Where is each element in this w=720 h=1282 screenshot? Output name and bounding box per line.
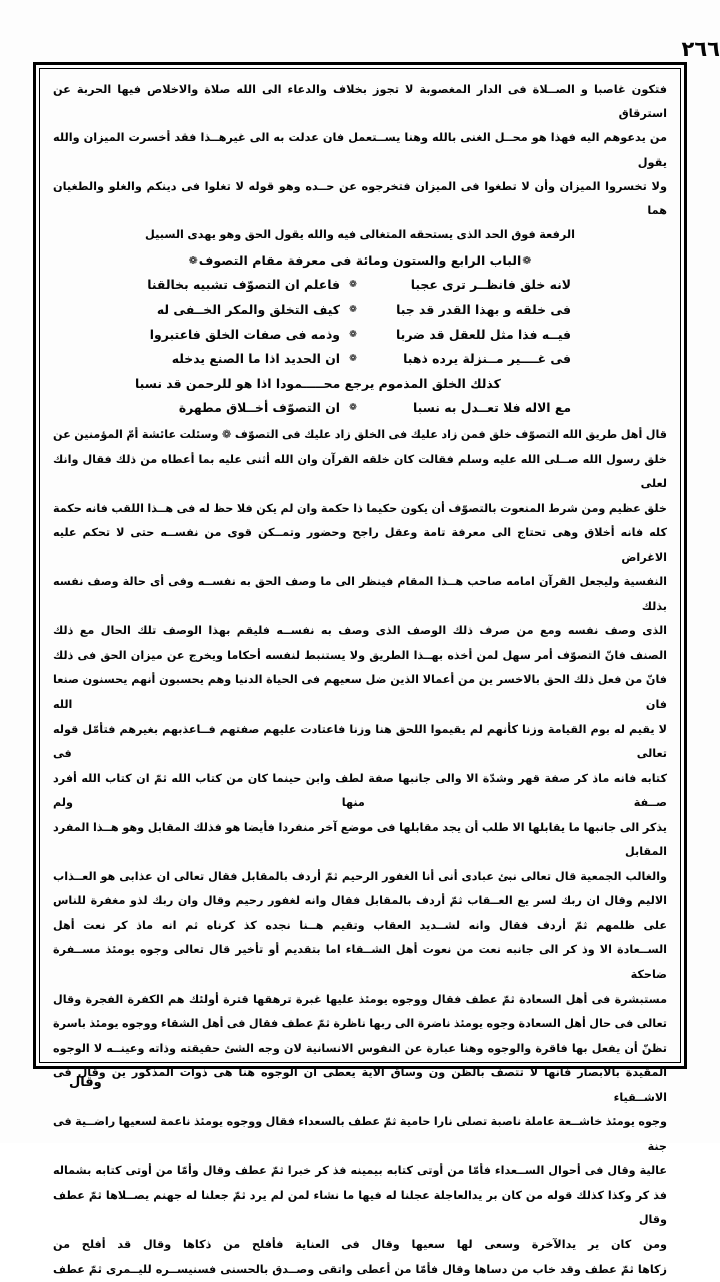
prose-line: المقيدة بالابصار فانها لا تتصف بالظن ون وساق الآية يعطى ان الوجوه هنا هى ذوات المذكور ين وقال فى الاشــقياء xyxy=(53,1066,667,1104)
prose-line: فتكون غاصبا و الصــلاة فى الدار المغصوبة لا تجوز بخلاف والدعاء الى الله صلاة والاخلاص فيها الحربة عن استرقاق xyxy=(53,83,667,121)
prose-line: لا يقيم له بوم القيامة وزنا كأنهم لم يقيموا اللحق هنا وزنا فاعتادت عليهم صفتهم فــاعذبهم بغيرهم فتأمّل قوله تعالى فى xyxy=(53,722,667,761)
verse-line xyxy=(135,396,577,421)
verse-hemistich-first: ان التصوّف أخــلاق مطهرة xyxy=(178,400,341,416)
prose-line: تظنّ أن يفعل بها فاقرة والوجوه وهنا عبارة عن النفوس الانسانية لان وجه الشئ حقيقته وذاته وعينــه لا الوجوه xyxy=(53,1041,667,1055)
prose-line: ولا تخسروا الميزان وأن لا تطغوا فى الميزان فتخرجوه عن حــده وهو قوله لا تغلوا فى دينكم والغلو والطغيان هما xyxy=(53,179,667,218)
verse-separator-icon: ❁ xyxy=(349,402,357,414)
prose-line: قال أهل طريق الله التصوّف خلق فمن زاد عليك فى الخلق زاد عليك فى التصوّف ❁ وسئلت عائشة أمّ المؤمنين عن xyxy=(53,427,667,441)
verse-line xyxy=(135,323,577,348)
verse-hemistich-second: لانه خلق فانظــر ترى عجبا xyxy=(410,277,571,293)
verse-separator-icon: ❁ xyxy=(349,304,357,316)
prose-line: خلق رسول الله صــلى الله عليه وسلم فقالت كان خلقه القرآن وان الله أثنى عليه بما أعطاه من ذلك فقال وانك لعلى xyxy=(53,452,667,491)
verse-hemistich-first: كيف التخلق والمكر الخــفى له xyxy=(156,302,341,318)
prose-line: النفسية وليجعل القرآن امامه صاحب هــذا المقام فينظر الى ما وصف الحق به نفســه وفى أى حالة وصف نفسه بذلك xyxy=(53,575,667,613)
verse-hemistich-second: فى غــــير مــنزلة يرده ذهبا xyxy=(403,351,571,367)
prose-line: كله فانه أخلاق وهى تحتاج الى معرفة تامة وعقل راجح وحضور وتمــكن قوى من نفســه حتى لا تحكم عليه الاغراض xyxy=(53,526,667,564)
prose-line: يذكر الى جانبها ما يقابلها الا طلب أن يجد مقابلها فى موضع آخر منفردا فأيضا هو فذلك المقابل وهو هــذا المفرد المقابل xyxy=(53,820,667,859)
main-prose-block xyxy=(53,423,667,1282)
prose-line: ومن كان ير يدالآخرة وسعى لها سعيها وقال فى العناية فأفلح من ذكاها وقال قد أفلح من xyxy=(53,1238,667,1252)
verse-separator-icon: ❁ xyxy=(349,328,357,340)
verse-hemistich-first: ان الحديد اذا ما الصنع يدخله xyxy=(171,351,341,367)
prose-line: الذى وصف نفسه ومع من صرف ذلك الوصف الذى وصف به نفســه فليقم بهذا الوصف تلك الحال مع ذلك xyxy=(53,624,667,638)
prose-line: عالية وقال فى أحوال الســعداء فأمّا من أوتى كتابه بيمينه فذ كر خبرا ثمّ عطف وقال وأمّا من أوتى كتابه بشماله xyxy=(53,1164,667,1178)
chapter-heading-text: الباب الرابع والستون ومائة فى معرفة مقام التصوف xyxy=(198,253,522,269)
verse-line xyxy=(135,298,577,323)
prose-line: والغالب الجمعية قال تعالى نبئ عبادى أنى أنا الغفور الرحيم ثمّ أردف بالمقابل فقال تعالى ان عذابى هو العــذاب xyxy=(53,869,667,883)
text-frame-outer-rule xyxy=(33,62,687,1276)
catchword-row xyxy=(33,1076,687,1106)
verse-hemistich-first: كذلك الخلق المذموم يرجع محـــــمودا اذا هو للرحمن قد نسبا xyxy=(135,375,501,391)
prose-line: وجوه يومئذ خاشــعة عاملة ناصبة تصلى نارا حامية ثمّ عطف بالسعداء فقال ووجوه يومئذ ناعمة لسعيها راضــية فى جنة xyxy=(53,1115,667,1153)
prose-line: الرفعة فوق الحد الذى يستحقه المتغالى فيه والله يقول الحق وهو يهدى السبيل xyxy=(145,228,575,242)
prose-line: على ظلمهم ثمّ أردف فقال وانه لشــديد العقاب وتقيم هــنا نجده كذ كرناه ثم انه ماذ كر نعت أهل xyxy=(53,918,667,932)
prose-line: زكاها ثمّ عطف وقد خاب من دساها وقال فأمّا من أعطى واتقى وصــدق بالحسنى فسنيســره لليــمرى ثمّ عطف xyxy=(53,1262,667,1276)
folio-bar xyxy=(0,26,720,60)
opening-prose-block xyxy=(53,78,667,247)
prose-line: الســعادة الا وذ كر الى جانبه نعت من نعوت أهل الشــقاء اما بتقديم أو تأخير قال تعالى وجوه يومئذ مســفرة ضاحكة xyxy=(53,943,667,982)
catchword: وقال xyxy=(69,1075,102,1090)
verse-line xyxy=(135,347,577,372)
floral-ornament-icon: ❁ xyxy=(188,254,198,268)
verse-hemistich-second: فى خلقه و بهذا القدر قد جبا xyxy=(396,302,571,318)
verse-separator-icon: ❁ xyxy=(349,279,357,291)
page-number: ٢٦٦ xyxy=(681,37,720,61)
verse-hemistich-second: مع الاله فلا تعــدل به نسبا xyxy=(412,400,571,416)
verse-block xyxy=(135,273,585,421)
prose-line: مستبشرة فى أهل السعادة ثمّ عطف فقال ووجوه يومئذ عليها غبرة ترهقها قترة أولئك هم الكفرة الفجرة وقال xyxy=(53,992,667,1006)
prose-line: فذ كر وكذا كذلك قوله من كان بر يدالعاجلة عجلنا له فيها ما نشاء لمن لم يرد ثمّ جعلنا له جهنم يصــلاها ثمّ عطف وقال xyxy=(53,1188,667,1227)
prose-line: الصنف فانّ التصوّف أمر سهل لمن أخذه بهــذا الطريق ولا يستنبط لنفسه أحكاما ويخرج عن ميزان الحق فى ذلك xyxy=(53,648,667,662)
text-frame-inner-rule xyxy=(39,68,681,1276)
verse-hemistich-first: وذمه فى صفات الخلق فاعتبروا xyxy=(149,326,341,342)
prose-line: خلق عظيم ومن شرط المنعوت بالتصوّف أن يكون حكيما ذا حكمة وان لم يكن فلا حظ له فى هــذا اللقب فانه حكمة xyxy=(53,501,667,515)
prose-line: كتابه فانه ماذ كر صفة قهر وشدّة الا والى جانبها صفة لطف وابن حينما كان من كتاب الله ثمّ ان كتاب الله أفرد صــفة منها ولم xyxy=(53,771,667,810)
prose-line: تعالى فى حال أهل السعادة وجوه يومئذ ناضرة الى ربها ناظرة ثمّ عطف فقال فى أهل الشقاء ووجوه يومئذ باسرة xyxy=(53,1017,667,1031)
floral-ornament-icon: ❁ xyxy=(522,254,532,268)
prose-line: الاليم وقال ان ربك لسر يع العــقاب ثمّ أردف بالمقابل فقال وانه لغفور رحيم وقال وان ربك لذو مغفرة للناس xyxy=(53,894,667,908)
verse-line xyxy=(135,273,577,298)
chapter-heading xyxy=(53,248,667,273)
verse-line xyxy=(135,372,577,397)
verse-hemistich-second: فيــه فذا مثل للعقل قد ضربا xyxy=(396,326,571,342)
prose-line: من يدعوهم اليه فهذا هو محــل الغنى بالله وهنا يســتعمل فان عدلت به الى غيرهــذا فقد أخسرت الميزان والله يقول xyxy=(53,131,667,169)
verse-hemistich-first: فاعلم ان التصوّف تشبيه بخالقنا xyxy=(147,277,341,293)
prose-line: فانّ من فعل ذلك الحق بالاخسر ين من أعمالا الذين ضل سعيهم فى الحياة الدنيا وهم يحسبون أنهم يحسنون صنعا فان الله xyxy=(53,673,667,711)
verse-separator-icon: ❁ xyxy=(349,353,357,365)
